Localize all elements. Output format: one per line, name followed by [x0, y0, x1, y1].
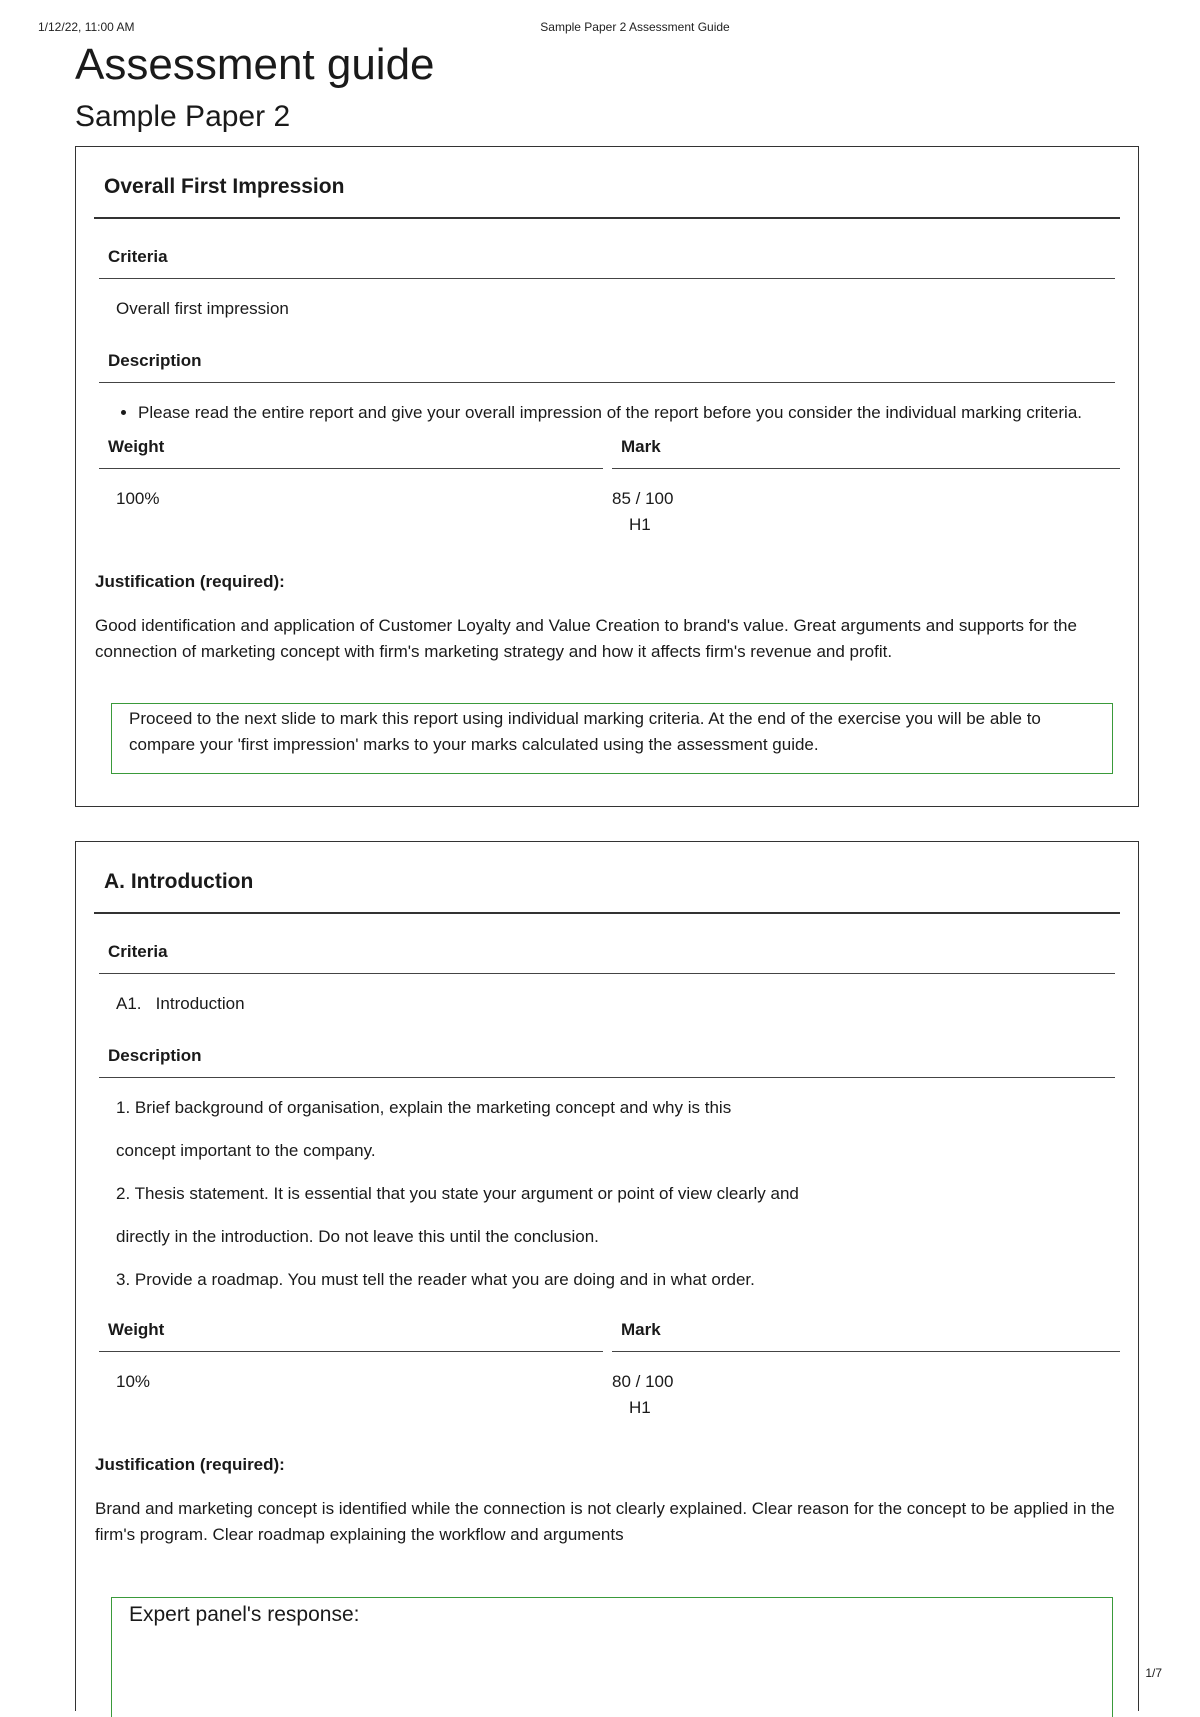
weight-divider — [99, 1351, 603, 1352]
description-line: 1. Brief background of organisation, explain the marketing concept and why is this — [116, 1098, 732, 1117]
weight-value: 10% — [116, 1372, 151, 1391]
expert-panel-heading: Expert panel's response: — [129, 1603, 360, 1626]
criteria-divider — [99, 278, 1115, 279]
description-divider — [99, 382, 1115, 383]
justification-label: Justification (required): — [95, 572, 285, 591]
mark-label: Mark — [621, 1320, 661, 1339]
mark-value: 85 / 100 — [612, 489, 674, 508]
note-text: Proceed to the next slide to mark this report using individual marking criteria. At the end of the exercise you will be able to compare your 'first impression' marks to your marks calculated using the assessment guide. — [129, 709, 1041, 754]
expert-panel-box — [111, 1597, 1113, 1717]
justification-label: Justification (required): — [95, 1455, 285, 1474]
criteria-value: A1. Introduction — [116, 994, 245, 1013]
description-label: Description — [108, 351, 202, 370]
page-subtitle: Sample Paper 2 — [75, 100, 291, 133]
criteria-divider — [99, 973, 1115, 974]
section-overall-first-impression — [75, 146, 1139, 807]
mark-grade: H1 — [629, 1398, 651, 1417]
mark-grade: H1 — [629, 515, 651, 534]
mark-divider — [612, 1351, 1120, 1352]
weight-value: 100% — [116, 489, 160, 508]
mark-value: 80 / 100 — [612, 1372, 674, 1391]
weight-label: Weight — [108, 437, 165, 456]
description-line: directly in the introduction. Do not leave this until the conclusion. — [116, 1227, 599, 1246]
note-box — [111, 703, 1113, 774]
justification-text: Brand and marketing concept is identified while the connection is not clearly explained. Clear reason for the concept to be applied in the firm's program. Clear roadmap explaining the workflow and arguments — [95, 1499, 1115, 1544]
criteria-value: Overall first impression — [116, 299, 289, 318]
justification-text: Good identification and application of Customer Loyalty and Value Creation to brand's value. Great arguments and supports for the connection of marketing concept with firm's marketing strategy and how it affects firm's revenue and profit. — [95, 616, 1077, 661]
mark-label: Mark — [621, 437, 661, 456]
criteria-label: Criteria — [108, 247, 168, 266]
weight-label: Weight — [108, 1320, 165, 1339]
list-item: • Please read the entire report and give your overall impression of the report before you consider the individual marking criteria. — [138, 400, 1138, 426]
section-heading: A. Introduction — [104, 870, 254, 893]
section-header — [94, 147, 1120, 219]
description-line: concept important to the company. — [116, 1141, 376, 1160]
description-label: Description — [108, 1046, 202, 1065]
description-line: 2. Thesis statement. It is essential that you state your argument or point of view clearly and — [116, 1184, 799, 1203]
description-list — [118, 400, 1138, 426]
page-title: Assessment guide — [75, 40, 435, 89]
description-line: 3. Provide a roadmap. You must tell the reader what you are doing and in what order. — [116, 1270, 755, 1289]
section-heading: Overall First Impression — [104, 175, 345, 198]
criteria-label: Criteria — [108, 942, 168, 961]
description-divider — [99, 1077, 1115, 1078]
print-datetime: 1/12/22, 11:00 AM — [38, 20, 135, 34]
weight-divider — [99, 468, 603, 469]
print-doc-title: Sample Paper 2 Assessment Guide — [540, 20, 730, 34]
print-page-number: 1/7 — [1145, 1666, 1162, 1680]
mark-divider — [612, 468, 1120, 469]
section-introduction — [75, 841, 1139, 1711]
section-header — [94, 842, 1120, 914]
